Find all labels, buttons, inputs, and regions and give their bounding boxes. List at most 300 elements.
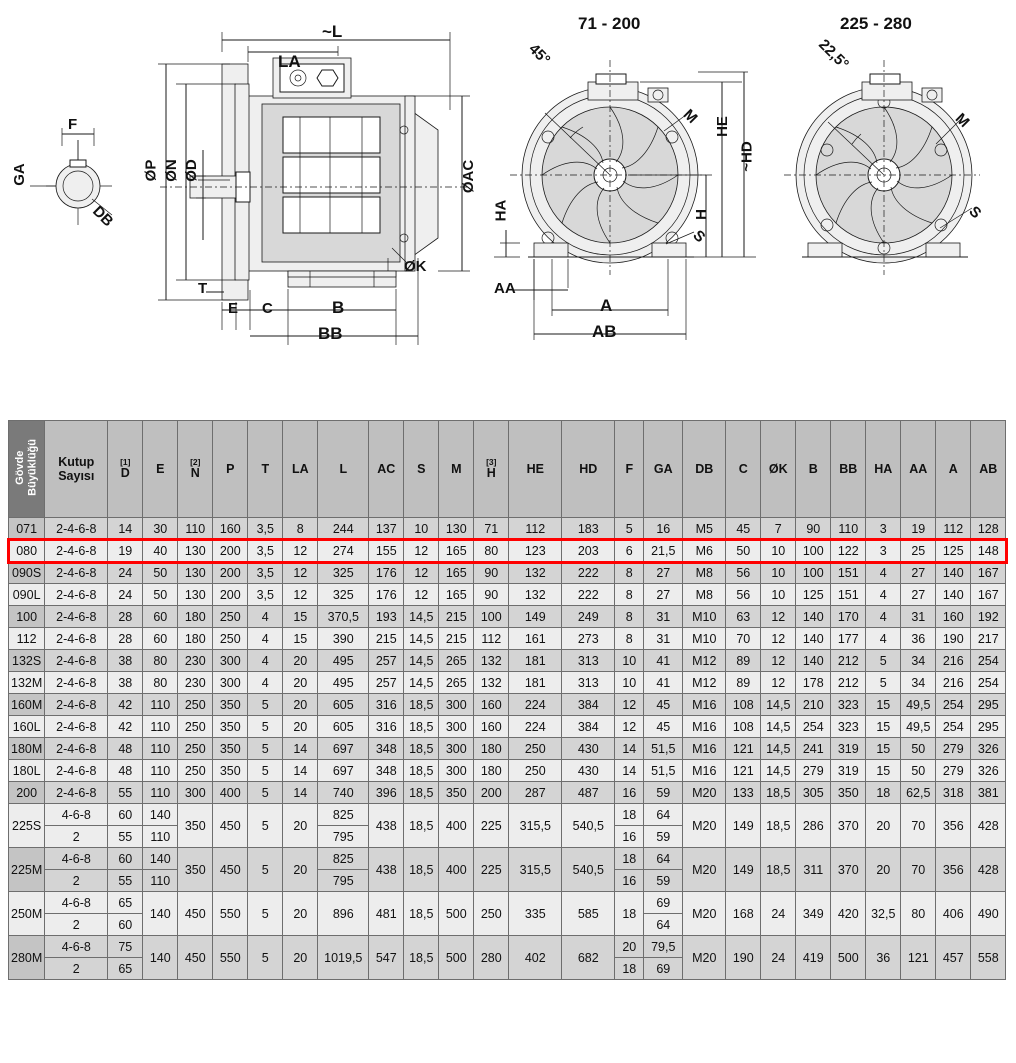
label-HD: ~HD <box>738 141 756 172</box>
dimensions-table-wrapper <box>8 420 1008 980</box>
table-cell: 70 <box>726 628 761 650</box>
table-cell: 356 <box>936 804 971 848</box>
label-L: ~L <box>322 22 343 41</box>
table-cell: 27 <box>644 562 683 584</box>
th-A: A <box>936 421 971 518</box>
table-cell: 349 <box>796 892 831 936</box>
table-cell: 60 <box>108 914 143 936</box>
table-cell: 16 <box>615 782 644 804</box>
table-cell: 59 <box>644 870 683 892</box>
table-cell: 18,5 <box>404 804 439 848</box>
table-cell: 50 <box>143 562 178 584</box>
table-cell: 225 <box>474 848 509 892</box>
label-DB: DB <box>89 202 117 231</box>
table-cell: 5 <box>248 848 283 892</box>
table-cell: 550 <box>213 936 248 980</box>
table-cell: 132 <box>509 584 562 606</box>
table-cell: 38 <box>108 650 143 672</box>
table-cell: 495 <box>318 672 369 694</box>
table-cell: 250 <box>178 738 213 760</box>
th-T: T <box>248 421 283 518</box>
table-cell: 151 <box>831 584 866 606</box>
th-OK: ØK <box>761 421 796 518</box>
label-OAC: ØAC <box>460 159 478 194</box>
table-cell: 2-4-6-8 <box>45 760 108 782</box>
technical-drawing <box>0 0 1016 395</box>
table-cell: 396 <box>369 782 404 804</box>
table-cell: 5 <box>248 716 283 738</box>
label-M-left: M <box>679 106 701 127</box>
table-cell: 2 <box>45 870 108 892</box>
table-cell: 31 <box>644 628 683 650</box>
table-cell: 177 <box>831 628 866 650</box>
table-cell: M16 <box>683 716 726 738</box>
table-cell: 112 <box>936 518 971 540</box>
table-cell: 18,5 <box>404 848 439 892</box>
table-cell: 15 <box>866 716 901 738</box>
table-cell: 110 <box>143 760 178 782</box>
table-cell: 110 <box>143 870 178 892</box>
table-cell: 20 <box>283 650 318 672</box>
table-cell: 250 <box>509 760 562 782</box>
table-cell: 128 <box>971 518 1006 540</box>
table-cell: 279 <box>936 738 971 760</box>
table-cell: 585 <box>562 892 615 936</box>
table-row-highlighted <box>9 540 1006 562</box>
table-cell: 140 <box>796 606 831 628</box>
table-cell: 249 <box>562 606 615 628</box>
table-cell: 300 <box>439 694 474 716</box>
table-cell: 450 <box>213 804 248 848</box>
table-cell: 140 <box>143 892 178 936</box>
table-cell: 14 <box>108 518 143 540</box>
table-cell: 315,5 <box>509 848 562 892</box>
table-cell: 230 <box>178 672 213 694</box>
table-row <box>9 804 1006 826</box>
table-cell: 500 <box>439 892 474 936</box>
table-cell: 110 <box>143 782 178 804</box>
table-cell: 5 <box>248 936 283 980</box>
table-cell: 55 <box>108 870 143 892</box>
table-cell: 165 <box>439 584 474 606</box>
table-cell: 200 <box>213 540 248 562</box>
th-L: L <box>318 421 369 518</box>
table-cell: M20 <box>683 782 726 804</box>
table-row <box>9 628 1006 650</box>
th-M: M <box>439 421 474 518</box>
table-cell: 90 <box>796 518 831 540</box>
table-cell: 370 <box>831 848 866 892</box>
table-cell: 18 <box>615 958 644 980</box>
table-cell: 4-6-8 <box>45 936 108 958</box>
table-cell: 15 <box>283 628 318 650</box>
table-cell: 15 <box>866 694 901 716</box>
table-cell: 14,5 <box>404 672 439 694</box>
cell-frame-size: 132M <box>9 672 45 694</box>
table-cell: 121 <box>726 760 761 782</box>
table-cell: 12 <box>615 716 644 738</box>
table-cell: 4-6-8 <box>45 848 108 870</box>
table-cell: 495 <box>318 650 369 672</box>
table-cell: 140 <box>143 804 178 826</box>
table-cell: 2-4-6-8 <box>45 738 108 760</box>
table-cell: 51,5 <box>644 738 683 760</box>
table-cell: 45 <box>644 716 683 738</box>
drawing-title-left: 71 - 200 <box>578 14 641 33</box>
table-cell: 547 <box>369 936 404 980</box>
table-cell: 500 <box>831 936 866 980</box>
label-B: B <box>332 298 345 317</box>
table-cell: 50 <box>901 760 936 782</box>
table-cell: 31 <box>644 606 683 628</box>
table-cell: 300 <box>439 738 474 760</box>
table-cell: 230 <box>178 650 213 672</box>
table-cell: 222 <box>562 584 615 606</box>
table-cell: 18 <box>615 848 644 870</box>
table-cell: 384 <box>562 716 615 738</box>
table-cell: 215 <box>439 628 474 650</box>
table-cell: 14 <box>283 782 318 804</box>
table-cell: 20 <box>615 936 644 958</box>
table-cell: 41 <box>644 650 683 672</box>
table-cell: 20 <box>283 672 318 694</box>
table-cell: 18,5 <box>404 694 439 716</box>
table-cell: 80 <box>901 892 936 936</box>
table-cell: 300 <box>178 782 213 804</box>
table-cell: 15 <box>866 738 901 760</box>
label-H: H <box>692 209 710 220</box>
th-S: S <box>404 421 439 518</box>
table-cell: 176 <box>369 584 404 606</box>
table-cell: 254 <box>796 716 831 738</box>
table-cell: 149 <box>726 804 761 848</box>
cell-frame-size: 071 <box>9 518 45 540</box>
table-cell: 69 <box>644 892 683 914</box>
table-cell: 3 <box>866 518 901 540</box>
th-P: P <box>213 421 248 518</box>
table-cell: 295 <box>971 716 1006 738</box>
table-cell: 14 <box>283 760 318 782</box>
table-cell: 350 <box>439 782 474 804</box>
table-cell: 295 <box>971 694 1006 716</box>
table-cell: 10 <box>761 540 796 562</box>
table-cell: 59 <box>644 826 683 848</box>
table-cell: 80 <box>474 540 509 562</box>
table-cell: 41 <box>644 672 683 694</box>
table-cell: 89 <box>726 672 761 694</box>
table-cell: 14 <box>615 760 644 782</box>
table-row <box>9 936 1006 958</box>
table-cell: 4 <box>866 584 901 606</box>
table-row <box>9 584 1006 606</box>
table-cell: 155 <box>369 540 404 562</box>
table-cell: 10 <box>761 584 796 606</box>
table-header-row <box>9 421 1006 518</box>
table-cell: 10 <box>761 562 796 584</box>
table-cell: 540,5 <box>562 848 615 892</box>
table-cell: 326 <box>971 760 1006 782</box>
table-cell: 21,5 <box>644 540 683 562</box>
table-cell: 80 <box>143 650 178 672</box>
table-cell: 250 <box>178 760 213 782</box>
table-cell: 110 <box>143 694 178 716</box>
table-cell: 5 <box>866 672 901 694</box>
table-cell: 16 <box>615 870 644 892</box>
table-cell: 48 <box>108 738 143 760</box>
table-cell: 216 <box>936 672 971 694</box>
table-cell: 350 <box>831 782 866 804</box>
table-cell: 125 <box>936 540 971 562</box>
table-cell: 14 <box>615 738 644 760</box>
table-cell: 56 <box>726 562 761 584</box>
table-cell: 50 <box>726 540 761 562</box>
table-cell: 15 <box>283 606 318 628</box>
cell-frame-size: 090S <box>9 562 45 584</box>
table-cell: 121 <box>901 936 936 980</box>
table-cell: 350 <box>178 848 213 892</box>
th-GA: GA <box>644 421 683 518</box>
th-AC: AC <box>369 421 404 518</box>
table-row <box>9 782 1006 804</box>
table-cell: 20 <box>866 804 901 848</box>
table-cell: 4 <box>866 562 901 584</box>
table-cell: 130 <box>178 540 213 562</box>
table-cell: 10 <box>615 672 644 694</box>
cell-frame-size: 132S <box>9 650 45 672</box>
table-cell: 428 <box>971 804 1006 848</box>
table-cell: 825 <box>318 848 369 870</box>
table-cell: 1019,5 <box>318 936 369 980</box>
table-cell: 24 <box>108 562 143 584</box>
table-cell: 160 <box>474 716 509 738</box>
table-cell: 200 <box>474 782 509 804</box>
table-cell: 180 <box>178 628 213 650</box>
table-cell: 14,5 <box>761 738 796 760</box>
table-cell: M20 <box>683 804 726 848</box>
table-cell: 250 <box>474 892 509 936</box>
cell-frame-size: 100 <box>9 606 45 628</box>
table-cell: 190 <box>936 628 971 650</box>
label-T: T <box>198 280 208 297</box>
table-cell: 280 <box>474 936 509 980</box>
cell-frame-size: 080 <box>9 540 45 562</box>
table-cell: M6 <box>683 540 726 562</box>
table-cell: 428 <box>971 848 1006 892</box>
table-cell: 400 <box>439 848 474 892</box>
table-cell: 192 <box>971 606 1006 628</box>
table-cell: 316 <box>369 716 404 738</box>
table-cell: 438 <box>369 804 404 848</box>
table-cell: 5 <box>248 804 283 848</box>
table-cell: 2 <box>45 826 108 848</box>
table-cell: 165 <box>439 540 474 562</box>
label-A: A <box>600 296 613 315</box>
table-cell: 265 <box>439 672 474 694</box>
table-cell: 20 <box>283 848 318 892</box>
table-cell: 406 <box>936 892 971 936</box>
table-cell: 108 <box>726 716 761 738</box>
table-cell: 50 <box>143 584 178 606</box>
dimensions-table <box>8 420 1006 980</box>
table-cell: 12 <box>761 650 796 672</box>
table-cell: 215 <box>439 606 474 628</box>
table-cell: 18,5 <box>404 738 439 760</box>
table-cell: 305 <box>796 782 831 804</box>
table-cell: 384 <box>562 694 615 716</box>
table-cell: 222 <box>562 562 615 584</box>
table-cell: 370 <box>831 804 866 848</box>
th-F: F <box>615 421 644 518</box>
table-row <box>9 848 1006 870</box>
label-S-left: S <box>689 226 709 247</box>
table-cell: 64 <box>644 848 683 870</box>
table-cell: 18,5 <box>404 782 439 804</box>
table-cell: 24 <box>761 892 796 936</box>
table-cell: 18 <box>615 804 644 826</box>
table-cell: 225 <box>474 804 509 848</box>
table-row <box>9 672 1006 694</box>
table-cell: 56 <box>726 584 761 606</box>
table-cell: 325 <box>318 562 369 584</box>
table-cell: 123 <box>509 540 562 562</box>
table-cell: 2-4-6-8 <box>45 518 108 540</box>
table-cell: 4-6-8 <box>45 804 108 826</box>
table-row <box>9 562 1006 584</box>
table-cell: 36 <box>866 936 901 980</box>
table-cell: 12 <box>404 584 439 606</box>
table-cell: 254 <box>936 694 971 716</box>
label-BB: BB <box>318 324 343 343</box>
table-cell: 203 <box>562 540 615 562</box>
table-cell: 500 <box>439 936 474 980</box>
table-cell: 419 <box>796 936 831 980</box>
table-cell: M16 <box>683 738 726 760</box>
table-cell: 14,5 <box>404 606 439 628</box>
table-cell: 2 <box>45 958 108 980</box>
table-cell: 5 <box>248 892 283 936</box>
table-cell: 45 <box>726 518 761 540</box>
table-row <box>9 892 1006 914</box>
table-cell: 4 <box>248 672 283 694</box>
table-cell: 6 <box>615 540 644 562</box>
table-cell: 381 <box>971 782 1006 804</box>
cell-frame-size: 280M <box>9 936 45 980</box>
table-cell: 2 <box>45 914 108 936</box>
table-cell: 795 <box>318 826 369 848</box>
label-AA: AA <box>494 280 516 297</box>
table-cell: 160 <box>213 518 248 540</box>
table-cell: 3,5 <box>248 584 283 606</box>
table-cell: 12 <box>404 540 439 562</box>
th-C: C <box>726 421 761 518</box>
table-cell: 420 <box>831 892 866 936</box>
table-cell: 348 <box>369 738 404 760</box>
table-cell: 2-4-6-8 <box>45 716 108 738</box>
table-cell: 32,5 <box>866 892 901 936</box>
table-cell: 217 <box>971 628 1006 650</box>
table-cell: 42 <box>108 716 143 738</box>
table-cell: 215 <box>369 628 404 650</box>
th-AA: AA <box>901 421 936 518</box>
table-cell: 273 <box>562 628 615 650</box>
table-cell: 20 <box>866 848 901 892</box>
table-cell: 64 <box>644 914 683 936</box>
table-cell: 20 <box>283 694 318 716</box>
drawing-title-right: 225 - 280 <box>840 14 912 33</box>
table-cell: 31 <box>901 606 936 628</box>
table-cell: 110 <box>143 738 178 760</box>
table-row <box>9 738 1006 760</box>
th-pole-count: Kutup Sayısı <box>45 421 108 518</box>
table-cell: 160 <box>474 694 509 716</box>
table-cell: 25 <box>901 540 936 562</box>
table-cell: 2-4-6-8 <box>45 672 108 694</box>
cell-frame-size: 180M <box>9 738 45 760</box>
table-cell: 14,5 <box>404 650 439 672</box>
table-cell: 323 <box>831 694 866 716</box>
table-cell: 12 <box>283 562 318 584</box>
table-cell: M12 <box>683 650 726 672</box>
table-cell: 148 <box>971 540 1006 562</box>
table-cell: 65 <box>108 892 143 914</box>
table-cell: 10 <box>615 650 644 672</box>
table-cell: 224 <box>509 716 562 738</box>
table-cell: 605 <box>318 716 369 738</box>
table-cell: 10 <box>404 518 439 540</box>
table-cell: 250 <box>509 738 562 760</box>
table-cell: 335 <box>509 892 562 936</box>
table-cell: 3 <box>866 540 901 562</box>
label-OD: ØD <box>182 159 200 182</box>
table-cell: 161 <box>509 628 562 650</box>
table-cell: 149 <box>726 848 761 892</box>
cell-frame-size: 200 <box>9 782 45 804</box>
table-cell: 200 <box>213 584 248 606</box>
table-cell: 8 <box>615 606 644 628</box>
table-cell: 254 <box>936 716 971 738</box>
table-cell: 350 <box>213 760 248 782</box>
table-row <box>9 716 1006 738</box>
table-cell: 5 <box>248 738 283 760</box>
table-cell: 286 <box>796 804 831 848</box>
table-cell: 8 <box>615 584 644 606</box>
table-cell: 193 <box>369 606 404 628</box>
table-cell: 65 <box>108 958 143 980</box>
table-cell: 390 <box>318 628 369 650</box>
table-cell: 59 <box>644 782 683 804</box>
table-cell: 4 <box>248 606 283 628</box>
table-cell: 313 <box>562 672 615 694</box>
table-cell: 244 <box>318 518 369 540</box>
cell-frame-size: 090L <box>9 584 45 606</box>
table-cell: 160 <box>936 606 971 628</box>
table-cell: 257 <box>369 672 404 694</box>
table-cell: 481 <box>369 892 404 936</box>
table-cell: 34 <box>901 672 936 694</box>
table-cell: 4 <box>866 628 901 650</box>
label-LA: LA <box>278 52 301 71</box>
table-cell: 287 <box>509 782 562 804</box>
table-cell: 168 <box>726 892 761 936</box>
label-AB: AB <box>592 322 617 341</box>
table-cell: 130 <box>178 562 213 584</box>
table-cell: 30 <box>143 518 178 540</box>
table-cell: 3,5 <box>248 562 283 584</box>
th-LA: LA <box>283 421 318 518</box>
th-N: [2] N <box>178 421 213 518</box>
table-cell: 210 <box>796 694 831 716</box>
table-cell: 265 <box>439 650 474 672</box>
